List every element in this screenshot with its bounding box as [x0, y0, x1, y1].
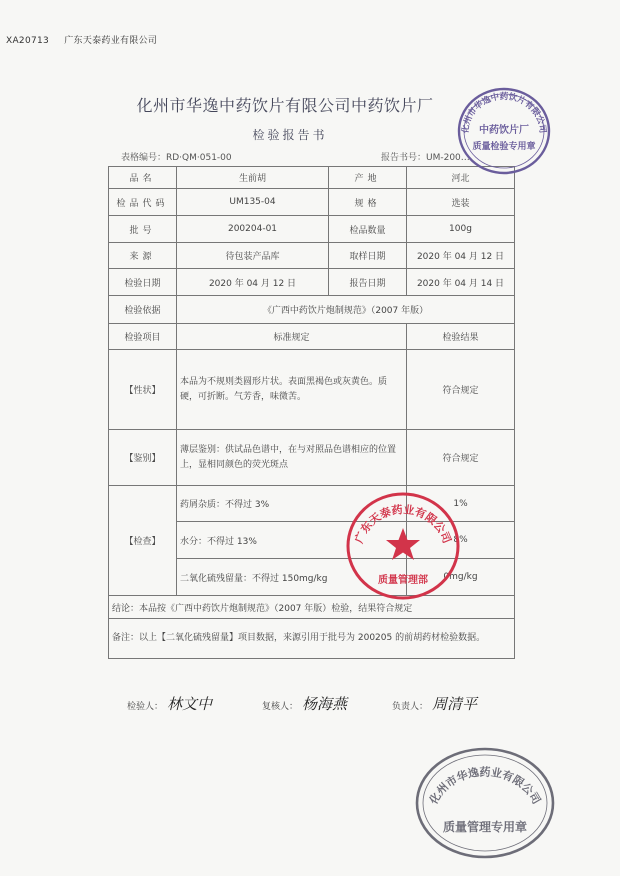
inspection-seal-top-right [452, 83, 556, 175]
inspector-label: 检验人： [127, 702, 164, 712]
document-code-header [6, 33, 169, 46]
source-label: 来源 [109, 243, 177, 269]
item-header: 检验项目 [109, 324, 177, 350]
company-name: 广东天泰药业有限公司 [64, 36, 158, 46]
table-row [109, 619, 515, 659]
manager-signature [392, 693, 477, 714]
quality-seal-red [340, 490, 466, 604]
origin-label: 产地 [329, 167, 407, 189]
test-date-value: 2020 年 04 月 12 日 [177, 269, 329, 296]
character-standard: 本品为不规则类圆形片状。表面黑褐色或灰黄色。质硬，可折断。气芳香，味微苦。 [177, 350, 407, 430]
spec-value: 选装 [407, 189, 515, 216]
source-value: 待包装产品库 [177, 243, 329, 269]
character-label: 【性状】 [109, 350, 177, 430]
remark: 备注：以上【二氧化硫残留量】项目数据，来源引用于批号为 200205 的前胡药材检验数据。 [109, 619, 515, 659]
inspector-name: 林文中 [167, 695, 213, 713]
so2-result: 0mg/kg [407, 559, 515, 596]
star-icon [386, 528, 420, 560]
bottom-seal-ring-text: 化州市华逸药业有限公司 [426, 765, 544, 807]
standard-header: 标准规定 [177, 324, 407, 350]
report-date-value: 2020 年 04 月 14 日 [407, 269, 515, 296]
reviewer-signature [262, 693, 347, 714]
code-value: UM135-04 [177, 189, 329, 216]
code-label: 检品代码 [109, 189, 177, 216]
reviewer-label: 复核人： [262, 702, 299, 712]
report-number: 报告书号：UM-200… [381, 153, 470, 163]
so2-standard: 二氧化硫残留量：不得过 150mg/kg [177, 559, 407, 596]
qty-label: 检品数量 [329, 216, 407, 243]
table-row [109, 216, 515, 243]
form-number: 表格编号：RD·QM·051-00 [121, 153, 232, 163]
document-code: XA20713 [6, 36, 50, 46]
conclusion: 结论：本品按《广西中药饮片炮制规范》（2007 年版）检验，结果符合规定 [109, 596, 515, 619]
reviewer-name: 杨海燕 [302, 695, 348, 713]
spec-label: 规格 [329, 189, 407, 216]
basis-label: 检验依据 [109, 296, 177, 324]
water-standard: 水分：不得过 13% [177, 522, 407, 559]
table-row [109, 350, 515, 430]
manager-name: 周清平 [432, 695, 478, 713]
origin-value: 河北 [407, 167, 515, 189]
red-seal-bottom-text: 质量管理部 [378, 575, 428, 586]
red-seal-ring-text: 广东天泰药业有限公司 [352, 503, 454, 546]
report-date-label: 报告日期 [329, 269, 407, 296]
report-subtitle: 检验报告书 [252, 128, 328, 142]
result-header: 检验结果 [407, 324, 515, 350]
identify-standard: 薄层鉴别：供试品色谱中，在与对照品色谱相应的位置上，显相同颜色的荧光斑点 [177, 430, 407, 486]
inspector-signature [127, 693, 212, 714]
qty-value: 100g [407, 216, 515, 243]
check-label: 【检查】 [109, 486, 177, 596]
quality-seal-bottom [410, 745, 560, 861]
report-title: 化州市华逸中药饮片有限公司中药饮片厂 [136, 96, 434, 115]
batch-label: 批号 [109, 216, 177, 243]
seal-ring-text-top: 化州市华逸中药饮片有限公司 [460, 92, 548, 134]
sample-date-label: 取样日期 [329, 243, 407, 269]
basis-value: 《广西中药饮片炮制规范》（2007 年版） [177, 296, 515, 324]
product-value: 生前胡 [177, 167, 329, 189]
manager-label: 负责人： [392, 702, 429, 712]
table-row [109, 324, 515, 350]
impurity-result: 1% [407, 486, 515, 522]
test-date-label: 检验日期 [109, 269, 177, 296]
character-result: 符合规定 [407, 350, 515, 430]
identify-result: 符合规定 [407, 430, 515, 486]
table-row [109, 296, 515, 324]
table-row [109, 269, 515, 296]
identify-label: 【鉴别】 [109, 430, 177, 486]
product-label: 品名 [109, 167, 177, 189]
sample-date-value: 2020 年 04 月 12 日 [407, 243, 515, 269]
water-result: 8% [407, 522, 515, 559]
batch-value: 200204-01 [177, 216, 329, 243]
seal-line2: 质量检验专用章 [472, 142, 536, 152]
table-row [109, 243, 515, 269]
impurity-standard: 药屑杂质：不得过 3% [177, 486, 407, 522]
table-row [109, 189, 515, 216]
table-row [109, 430, 515, 486]
seal-line1: 中药饮片厂 [479, 125, 529, 136]
bottom-seal-text: 质量管理专用章 [442, 820, 528, 834]
